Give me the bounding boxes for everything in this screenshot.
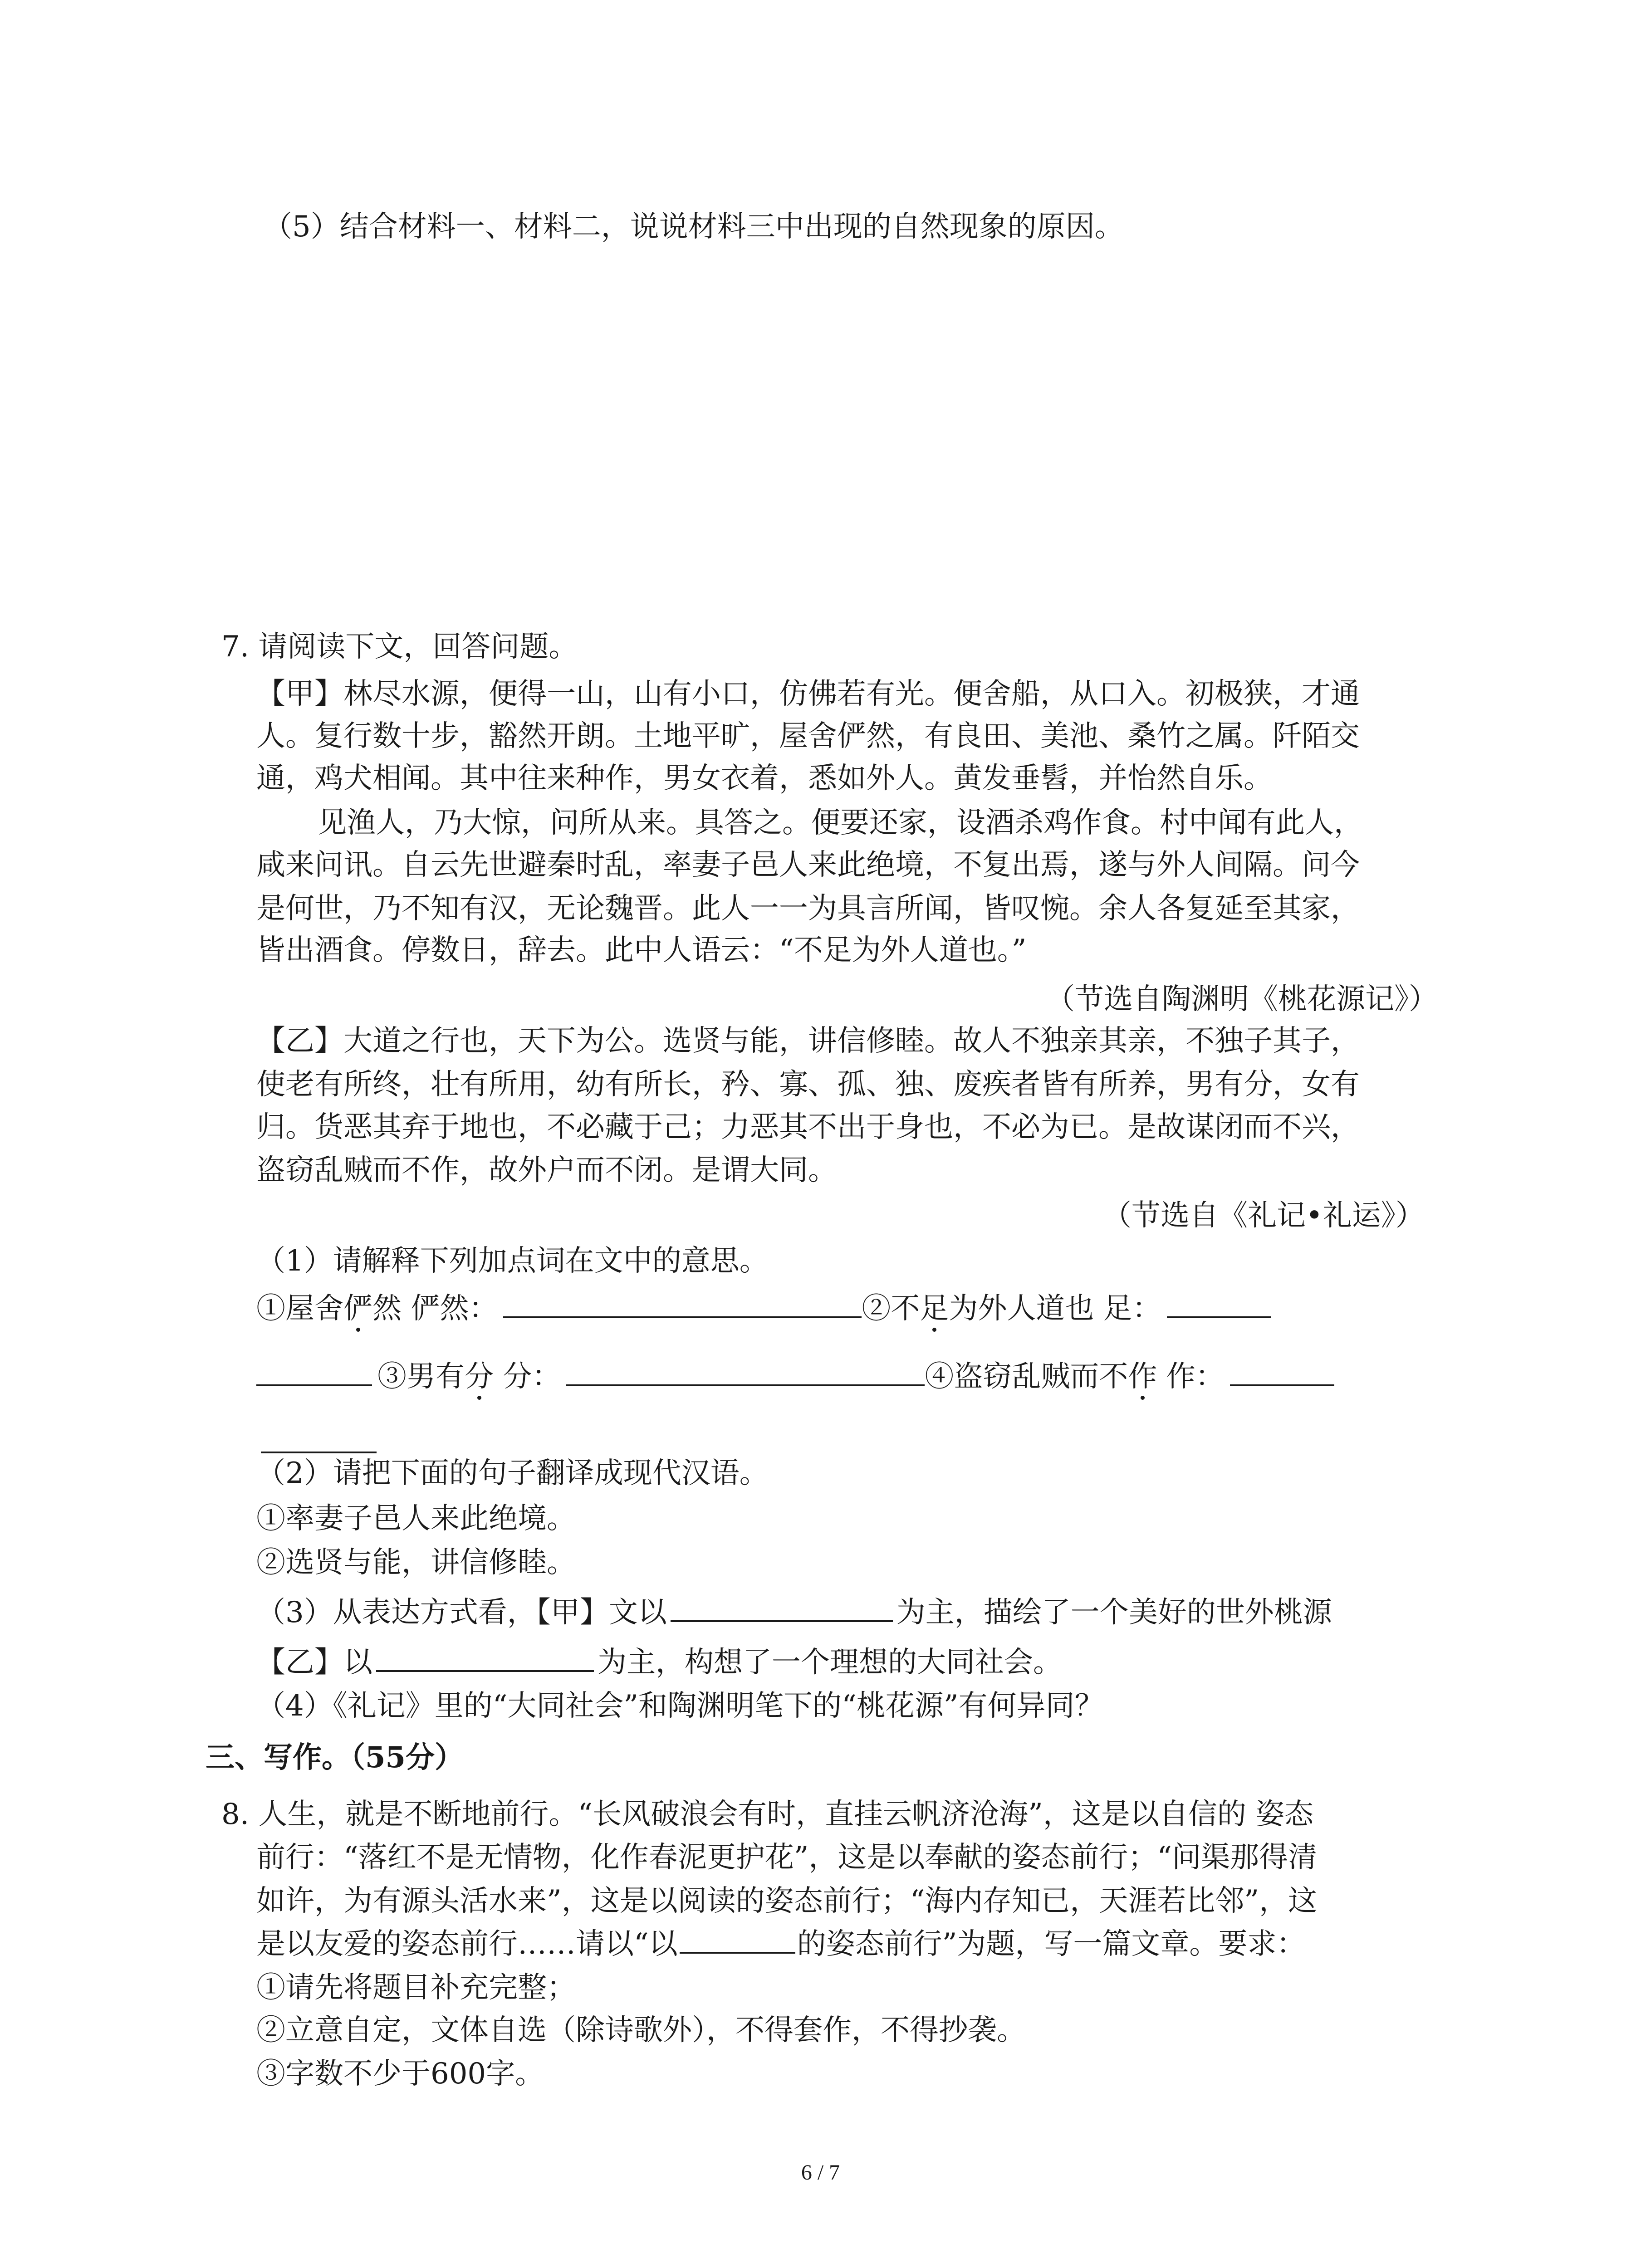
q8-line-3: 如许，为有源头活水来”，这是以阅读的姿态前行；“海内存知已，天涯若比邻”，这 <box>256 1884 1318 1918</box>
answer-blank[interactable] <box>256 1356 372 1386</box>
q7-part1-row1: ①屋舍俨然 俨然： ②不足为外人道也 足： <box>256 1288 1271 1329</box>
jia-line-6: 是何世，乃不知有汉，无论魏晋。此人一一为具言所闻，皆叹惋。余人各复延至其家， <box>256 892 1360 925</box>
q7-part1-prompt: （1）请解释下列加点词在文中的意思。 <box>256 1244 769 1278</box>
q7-part1-row2: ③男有分 分： ④盗窃乱贼而不作 作： <box>256 1356 1334 1397</box>
jia-line-1: 【甲】林尽水源，便得一山，山有小口，仿佛若有光。便舍船，从口入。初极狭，才通 <box>256 677 1360 711</box>
q6-part5: （5）结合材料一、材料二，说说材料三中出现的自然现象的原因。 <box>263 210 1124 244</box>
dotted-char: 俨 <box>343 1292 372 1325</box>
page-number: 6 / 7 <box>801 2160 840 2185</box>
q8-requirement-1: ①请先将题目补充完整； <box>256 1971 576 2004</box>
section-3-heading: 三、写作。（55分） <box>206 1740 464 1774</box>
jia-label: 【甲】 <box>256 677 343 711</box>
q8-line-2: 前行：“落红不是无情物，化作春泥更护花”，这是以奉献的姿态前行；“问渠那得清 <box>256 1841 1318 1874</box>
jia-line-3: 通，鸡犬相闻。其中往来种作，男女衣着，悉如外人。黄发垂髫，并怡然自乐。 <box>256 762 1273 795</box>
title-blank[interactable] <box>680 1924 795 1954</box>
q8-requirement-2: ②立意自定，文体自选（除诗歌外），不得套作，不得抄袭。 <box>256 2014 1026 2047</box>
q7-stem: 7. 请阅读下文，回答问题。 <box>221 630 578 664</box>
answer-blank[interactable] <box>566 1356 925 1386</box>
dotted-char: 作 <box>1128 1360 1157 1393</box>
q7-part4: （4）《礼记》里的“大同社会”和陶渊明笔下的“桃花源”有何异同？ <box>256 1689 1104 1723</box>
yi-line-1: 【乙】大道之行也，天下为公。选贤与能，讲信修睦。故人不独亲其亲，不独子其子， <box>256 1024 1360 1058</box>
q8-line-1: 8. 人生，就是不断地前行。“长风破浪会有时，直挂云帆济沧海”，这是以自信的 姿态 <box>221 1798 1314 1831</box>
jia-source: （节选自陶渊明《桃花源记》） <box>1046 982 1438 1016</box>
q8-requirement-3: ③字数不少于600字。 <box>256 2057 544 2091</box>
q7-part2-prompt: （2）请把下面的句子翻译成现代汉语。 <box>256 1457 769 1490</box>
answer-blank[interactable] <box>671 1592 893 1622</box>
yi-line-2: 使老有所终，壮有所用，幼有所长，矜、寡、孤、独、废疾者皆有所养，男有分，女有 <box>256 1068 1360 1101</box>
q7-part3-line1: （3）从表达方式看，【甲】文以 为主，描绘了一个美好的世外桃源 <box>256 1592 1332 1633</box>
jia-line-7: 皆出酒食。停数日，辞去。此中人语云：“不足为外人道也。” <box>256 934 1027 967</box>
jia-line-4: 见渔人，乃大惊，问所从来。具答之。便要还家，设酒杀鸡作食。村中闻有此人， <box>318 806 1363 840</box>
dotted-char: 足 <box>920 1292 949 1325</box>
yi-line-4: 盗窃乱贼而不作，故外户而不闭。是谓大同。 <box>256 1154 837 1187</box>
jia-line-2: 人。复行数十步，豁然开朗。土地平旷，屋舍俨然，有良田、美池、桑竹之属。阡陌交 <box>256 719 1360 753</box>
yi-source: （节选自《礼记•礼运》） <box>1102 1199 1425 1232</box>
jia-line-5: 咸来问讯。自云先世避秦时乱，率妻子邑人来此绝境，不复出焉，遂与外人间隔。问今 <box>256 848 1360 882</box>
answer-blank[interactable] <box>1230 1356 1334 1386</box>
q7-part3-line2: 【乙】以 为主，构想了一个理想的大同社会。 <box>256 1642 1062 1683</box>
answer-blank[interactable] <box>376 1642 594 1672</box>
q7-part2-a: ①率妻子邑人来此绝境。 <box>256 1502 576 1535</box>
q8-line-4: 是以友爱的姿态前行……请以“以 的姿态前行”为题，写一篇文章。要求： <box>256 1924 1305 1965</box>
answer-blank[interactable] <box>503 1288 862 1318</box>
yi-line-3: 归。货恶其弃于地也，不必藏于己；力恶其不出于身也，不必为已。是故谋闭而不兴， <box>256 1110 1360 1144</box>
dotted-char: 分 <box>465 1360 494 1393</box>
yi-label: 【乙】 <box>256 1024 343 1058</box>
answer-blank[interactable] <box>1167 1288 1271 1318</box>
q7-part2-b: ②选贤与能，讲信修睦。 <box>256 1546 576 1579</box>
